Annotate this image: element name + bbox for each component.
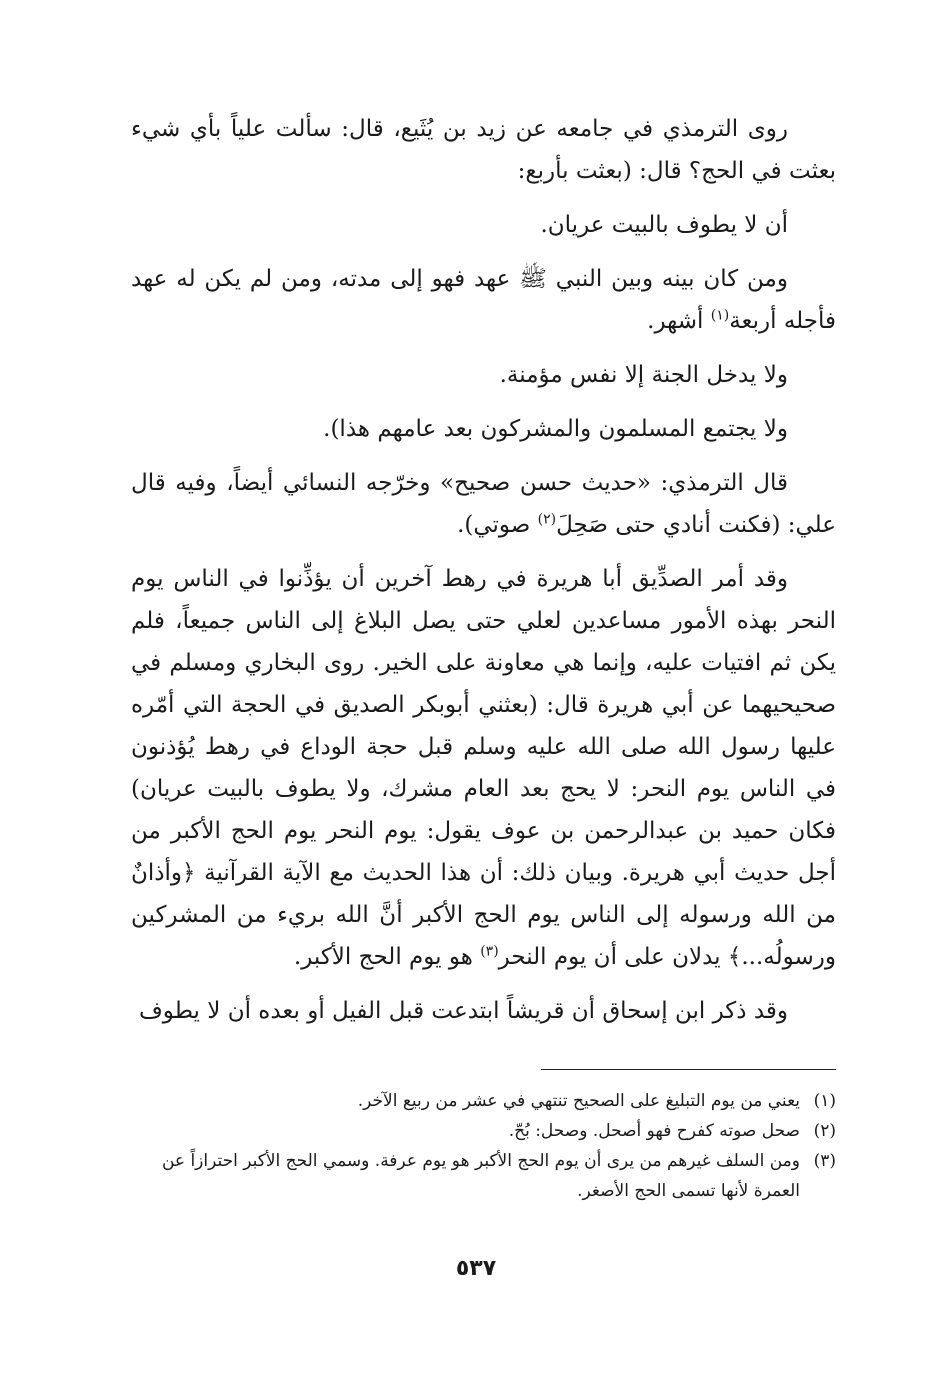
footnotes (131, 1086, 836, 1206)
paragraph-4: ولا يدخل الجنة إلا نفس مؤمنة. (499, 362, 788, 388)
footnote-2: (٢)صحل صوته كفرح فهو أصحل. وصحل: بُحّ. (131, 1116, 836, 1146)
paragraph-5: ولا يجتمع المسلمون والمشركون بعد عامهم هذا). (323, 416, 788, 442)
paragraph-6: قال الترمذي: «حديث حسن صحيح» وخرّجه النسائي أيضاً، وفيه قال علي: (فكنت أنادي حتى صَحِلَ$^{(٢)}$ صوتي). (131, 470, 836, 538)
main-text (131, 108, 836, 1044)
footnote-ref-3: (٣) (480, 943, 499, 960)
footnote-ref-1: (١) (710, 307, 730, 324)
footnote-number: (١) (813, 1091, 836, 1111)
paragraph-7: وقد أمر الصدِّيق أبا هريرة في رهط آخرين أن يؤذِّنوا في الناس يوم النحر بهذه الأمور مساعدين لعلي حتى يصل البلاغ إلى الناس جميعاً، فلم يكن ثم افتيات عليه، وإنما هي معاونة على الخير. روى البخاري ومسلم في صحيحيهما عن أبي هريرة قال: (بعثني أبوبكر الصديق في الحجة التي أمّره عليها رسول الله صلى الله عليه وسلم قبل حجة الوداع في رهط يُؤذنون في الناس يوم النحر: لا يحج بعد العام مشرك، ولا يطوف بالبيت عريان) فكان حميد بن عبدالرحمن بن عوف يقول: يوم النحر يوم الحج الأكبر من أجل حديث أبي هريرة. وبيان ذلك: أن هذا الحديث مع الآية القرآنية ﴿وأذانٌ من الله ورسوله إلى الناس يوم الحج الأكبر أنَّ الله بريء من المشركين ورسولُه...﴾ يدلان على أن يوم النحر$^{(٣)}$ هو يوم الحج الأكبر. (131, 566, 836, 970)
paragraph-8: وقد ذكر ابن إسحاق أن قريشاً ابتدعت قبل الفيل أو بعده أن لا يطوف (138, 998, 788, 1024)
footnote-divider (541, 1069, 836, 1070)
footnote-number: (٣) (813, 1151, 836, 1171)
paragraph-3: ومن كان بينه وبين النبي ﷺ عهد فهو إلى مدته، ومن لم يكن له عهد فأجله أربعة$^{(١)}$ أشهر. (131, 266, 836, 334)
paragraph-2: أن لا يطوف بالبيت عريان. (540, 212, 788, 238)
footnote-3: (٣)ومن السلف غيرهم من يرى أن يوم الحج الأكبر هو يوم عرفة. وسمي الحج الأكبر احترازاً عن العمرة لأنها تسمى الحج الأصغر. (131, 1146, 836, 1206)
footnote-ref-2: (٢) (537, 511, 557, 528)
page-number: ٥٣٧ (455, 1256, 497, 1281)
footnote-number: (٢) (813, 1121, 836, 1141)
paragraph-1: روى الترمذي في جامعه عن زيد بن يُثَيع، قال: سألت علياً بأي شيء بعثت في الحج؟ قال: (بعثت بأربع: (131, 116, 836, 184)
footnote-1: (١)يعني من يوم التبليغ على الصحيح تنتهي في عشر من ربيع الآخر. (131, 1086, 836, 1116)
